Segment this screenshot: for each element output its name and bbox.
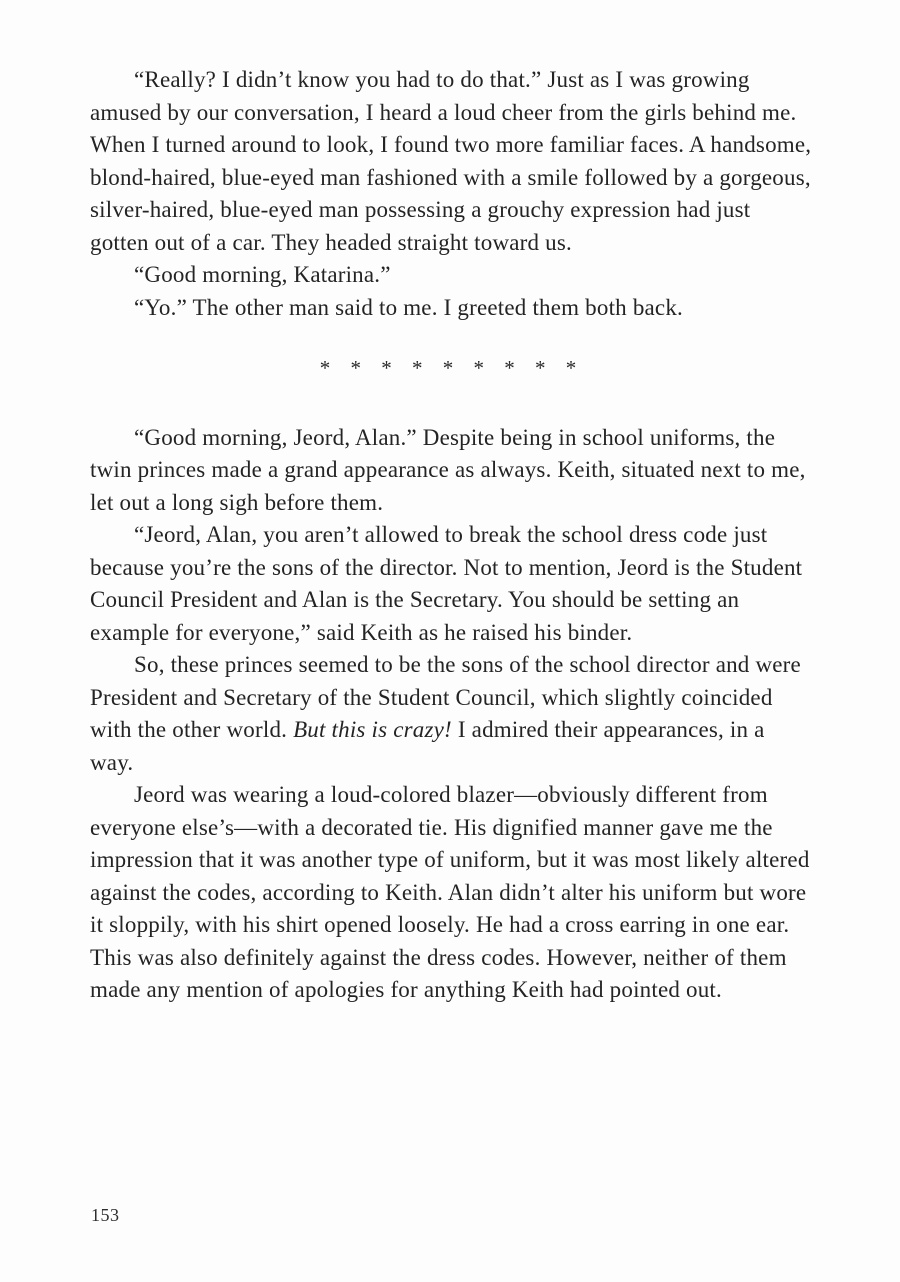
paragraph: “Jeord, Alan, you aren’t allowed to break the school dress code just because you’re the sons of the director. Not to mention, Jeord is the Student Council President and Alan is the Secretary. You should be setting an example for everyone,” said Keith as he raised his binder. [90,522,803,645]
paragraph [90,649,812,779]
paragraph: Jeord was wearing a loud-colored blazer—obviously different from everyone else’s—with a decorated tie. His dignified manner gave me the impression that it was another type of uniform, but it was most likely altered against the codes, according to Keith. Alan didn’t alter his uniform but wore it sloppily, with his shirt opened loosely. He had a cross earring in one ear. This was also definitely against the dress codes. However, neither of them made any mention of apologies for anything Keith had pointed out. [90,782,810,1002]
paragraph-text: I admired their appearances, in a way. [90,717,765,775]
page-text [90,64,812,1007]
page-number: 153 [91,1205,120,1225]
paragraph: “Good morning, Katarina.” [134,262,391,287]
paragraph-text: So, these princes seemed to be the sons of the school director and were President and Secretary of the Student Council, which slightly coincided with the other world. [90,652,801,742]
italic-phrase: But this is crazy! [293,717,452,742]
paragraph: “Good morning, Jeord, Alan.” Despite being in school uniforms, the twin princes made a grand appearance as always. Keith, situated next to me, let out a long sigh before them. [90,424,806,515]
scene-break-separator: * * * * * * * * * [319,356,583,380]
paragraph: “Yo.” The other man said to me. I greeted them both back. [134,294,683,320]
paragraph: “Really? I didn’t know you had to do that.” Just as I was growing amused by our conversation, I heard a loud cheer from the girls behind me. When I turned around to look, I found two more familiar faces. A handsome, blond-haired, blue-eyed man fashioned with a smile followed by a gorgeous, silver-haired, blue-eyed man possessing a grouchy expression had just gotten out of a car. They headed straight toward us. [90,67,812,255]
